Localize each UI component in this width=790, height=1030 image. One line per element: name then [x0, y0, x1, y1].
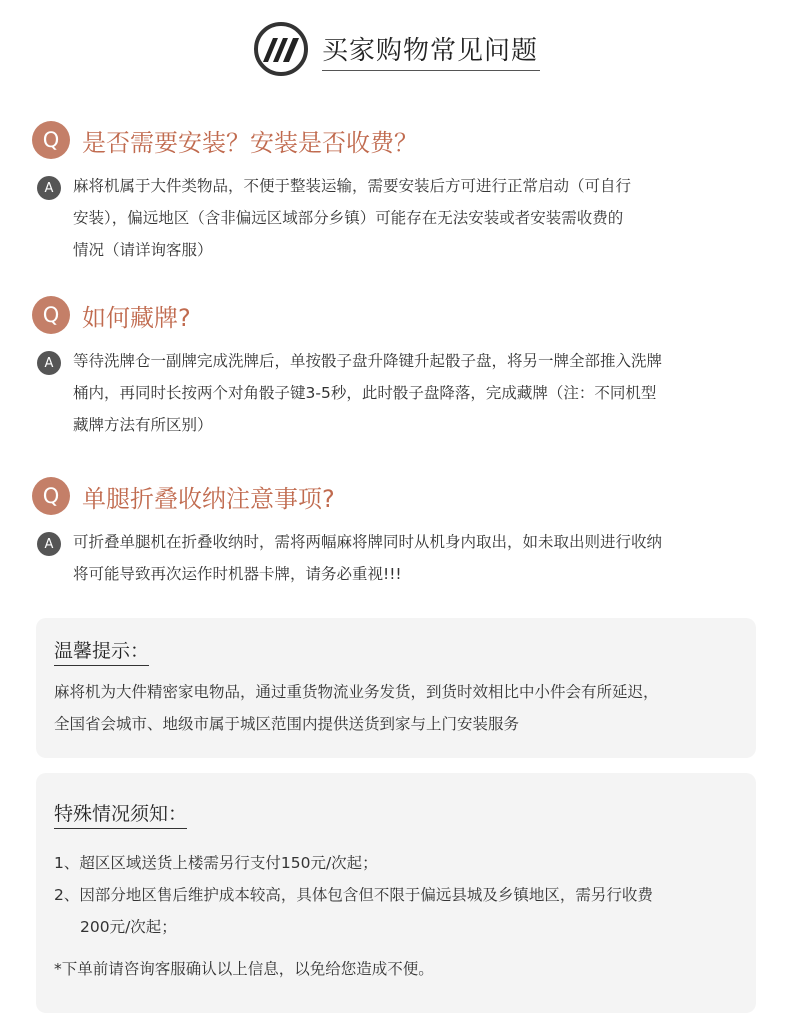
tips-text	[54, 676, 736, 740]
title-underline	[322, 70, 540, 71]
tips-line: 全国省会城市、地级市属于城区范围内提供送货到家与上门安装服务	[54, 715, 520, 733]
question-text: 如何藏牌?	[82, 303, 191, 332]
answer-text	[73, 170, 733, 266]
question-badge: Q	[32, 296, 70, 334]
faq-item	[32, 293, 752, 441]
question-text: 是否需要安装？安装是否收费？	[82, 128, 418, 157]
question-row	[32, 293, 752, 337]
answer-badge: A	[37, 532, 61, 556]
faq-item	[32, 118, 752, 266]
question-text: 单腿折叠收纳注意事项?	[82, 484, 335, 513]
brand-logo-icon	[254, 22, 308, 76]
question-badge: Q	[32, 477, 70, 515]
answer-line: 安装），偏远地区（含非偏远区域部分乡镇）可能存在无法安装或者安装需收费的	[73, 209, 624, 227]
page-title: 买家购物常见问题	[322, 36, 539, 66]
special-item: 200元/次起；	[80, 918, 177, 936]
answer-line: 可折叠单腿机在折叠收纳时，需将两幅麻将牌同时从机身内取出，如未取出则进行收纳	[73, 533, 663, 551]
answer-badge: A	[37, 351, 61, 375]
answer-row	[37, 349, 752, 441]
tips-title: 温馨提示：	[54, 636, 149, 666]
answer-line: 藏牌方法有所区别）	[73, 416, 213, 434]
answer-line: 桶内，再同时长按两个对角骰子键3-5秒，此时骰子盘降落，完成藏牌（注：不同机型	[73, 384, 657, 402]
answer-row	[37, 174, 752, 266]
question-badge: Q	[32, 121, 70, 159]
special-item: 2、因部分地区售后维护成本较高，具体包含但不限于偏远县城及乡镇地区，需另行收费	[54, 886, 653, 904]
tips-line: 麻将机为大件精密家电物品，通过重货物流业务发货，到货时效相比中小件会有所延迟，	[54, 683, 659, 701]
special-card	[36, 773, 756, 1013]
page-header	[0, 0, 790, 95]
answer-line: 麻将机属于大件类物品，不便于整装运输，需要安装后方可进行正常启动（可自行	[73, 177, 632, 195]
special-list	[54, 847, 736, 943]
question-row	[32, 118, 752, 162]
answer-row	[37, 530, 752, 590]
answer-text	[73, 345, 733, 441]
answer-line: 情况（请详询客服）	[73, 241, 213, 259]
faq-item	[32, 474, 752, 590]
special-item: 1、超区区域送货上楼需另行支付150元/次起；	[54, 854, 378, 872]
answer-text	[73, 526, 733, 590]
tips-card	[36, 618, 756, 758]
answer-badge: A	[37, 176, 61, 200]
answer-line: 将可能导致再次运作时机器卡牌，请务必重视!!!	[73, 565, 402, 583]
question-row	[32, 474, 752, 518]
answer-line: 等待洗牌仓一副牌完成洗牌后，单按骰子盘升降键升起骰子盘，将另一牌全部推入洗牌	[73, 352, 663, 370]
special-title: 特殊情况须知：	[54, 799, 187, 829]
special-note: *下单前请咨询客服确认以上信息，以免给您造成不便。	[54, 960, 434, 978]
